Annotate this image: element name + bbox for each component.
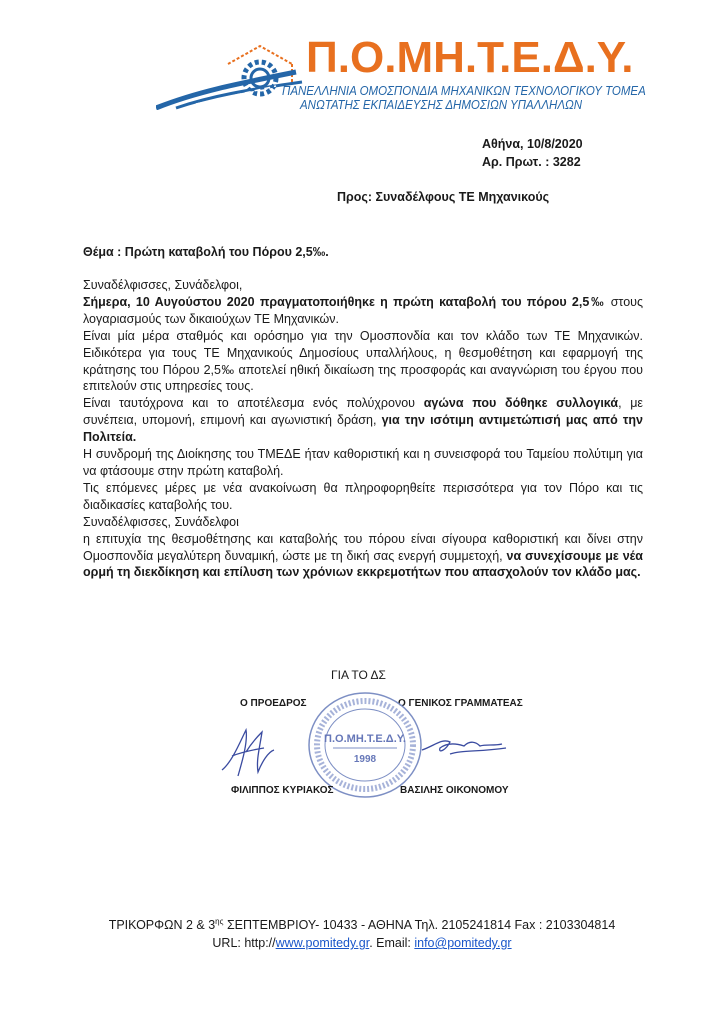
letter-body <box>83 277 643 581</box>
stamp-center-text: Π.Ο.ΜΗ.Τ.Ε.Δ.Υ. <box>324 733 406 745</box>
paragraph-3 <box>83 395 643 446</box>
footer-contacts <box>0 936 724 950</box>
logo-subtitle-line2: ΑΝΩΤΑΤΗΣ ΕΚΠΑΙΔΕΥΣΗΣ ΔΗΜΟΣΙΩΝ ΥΠΑΛΛΗΛΩΝ <box>300 98 583 112</box>
paragraph-5: Τις επόμενες μέρες με νέα ανακοίνωση θα πληροφορηθείτε περισσότερα για τον Πόρο και τις διαδικασίες καταβολής του. <box>83 480 643 512</box>
president-signature-icon <box>212 722 282 782</box>
footer-address-start: ΤΡΙΚΟΡΦΩΝ 2 & 3 <box>108 918 216 933</box>
footer-address-sup: ης <box>215 917 224 926</box>
paragraph-3-c: , με συνέπεια, υπομονή, επιμονή και αγωνιστική δράση, <box>83 396 643 428</box>
paragraph-6 <box>83 531 643 582</box>
secretary-signature-icon <box>420 728 510 768</box>
paragraph-3-d: για την ισότιμη αντιμετώπισή μας από την Πολιτεία. <box>83 413 643 445</box>
federation-logo-icon <box>156 42 306 110</box>
footer-address-end: ΣΕΠΤΕΜΒΡΙΟΥ- 10433 - ΑΘΗΝΑ Τηλ. 2105241814 Fax : 2103304814 <box>223 918 616 933</box>
footer-url-label: URL: http:// <box>212 936 276 950</box>
greeting-2: Συναδέλφισσες, Συνάδελφοι <box>83 514 239 529</box>
greeting: Συναδέλφισσες, Συνάδελφοι, <box>83 278 243 292</box>
paragraph-4: Η συνδρομή της Διοίκησης του ΤΜΕΔΕ ήταν καθοριστική και η συνεισφορά του Ταμείου πολύτιμη για να φτάσουμε στην πρώτη καταβολή. <box>83 447 643 478</box>
paragraph-6-a: η επιτυχία της θεσμοθέτησης και καταβολής του πόρου είναι σίγουρα καθοριστική και δίνει στην Ομοσπονδία μεγαλύτερη δυναμική, ώστε με τη δική σας ενεργή συμμετοχή, <box>83 531 643 563</box>
subject-line: Θέμα : Πρώτη καταβολή του Πόρου 2,5‰. <box>83 245 329 259</box>
logo-subtitle-line1: ΠΑΝΕΛΛΗΝΙΑ ΟΜΟΣΠΟΝΔΙΑ ΜΗΧΑΝΙΚΩΝ ΤΕΧΝΟΛΟΓΙΚΟΥ ΤΟΜΕΑ <box>282 84 646 98</box>
paragraph-3-b: αγώνα που δόθηκε συλλογικά <box>423 396 619 411</box>
secretary-role: Ο ΓΕΝΙΚΟΣ ΓΡΑΜΜΑΤΕΑΣ <box>398 698 523 709</box>
footer-address <box>0 917 724 932</box>
recipient-line: Προς: Συναδέλφους ΤΕ Μηχανικούς <box>337 190 550 204</box>
paragraph-1-bold: Σήμερα, 10 Αυγούστου 2020 πραγματοποιήθηκε η πρώτη καταβολή του πόρου 2,5‰ <box>83 294 606 309</box>
protocol-number: Αρ. Πρωτ. : 3282 <box>482 155 581 169</box>
paragraph-2: Είναι μία μέρα σταθμός και ορόσημο για την Ομοσπονδία και τον κλάδο των ΤΕ Μηχανικών. Ειδικότερα για τους ΤΕ Μηχανικούς Δημοσίους υπαλλήλους, η θεσμοθέτηση και εφαρμογή της κράτησης του Πόρου 2,5‰ αποτελεί ηθική δικαίωση της προσφοράς και αναγνώριση του έργου που επιτελούν στις υπηρεσίες τους. <box>83 328 643 394</box>
website-link[interactable]: www.pomitedy.gr <box>275 936 370 950</box>
paragraph-6-b: να συνεχίσουμε με νέα ορμή τη διεκδίκηση και επίλυση των χρόνιων εκκρεμοτήτων που απασχολούν τον κλάδο μας. <box>83 548 643 580</box>
president-role: Ο ΠΡΟΕΔΡΟΣ <box>240 698 307 709</box>
letter-date: Αθήνα, 10/8/2020 <box>482 137 583 151</box>
stamp-year: 1998 <box>353 754 377 765</box>
paragraph-3-a: Είναι ταυτόχρονα και το αποτέλεσμα ενός πολύχρονου <box>83 396 424 411</box>
paragraph-1 <box>83 294 643 328</box>
president-name: ΦΙΛΙΠΠΟΣ ΚΥΡΙΑΚΟΣ <box>231 785 334 796</box>
footer-email-label: . Email: <box>369 936 415 950</box>
secretary-name: ΒΑΣΙΛΗΣ ΟΙΚΟΝΟΜΟΥ <box>400 785 509 796</box>
logo-title: Π.Ο.ΜΗ.Τ.Ε.Δ.Υ. <box>306 33 634 82</box>
official-stamp-icon <box>305 690 425 800</box>
paragraph-1-rest: στους λογαριασμούς των δικαιούχων ΤΕ Μηχανικών. <box>83 294 644 326</box>
email-link[interactable]: info@pomitedy.gr <box>414 936 512 950</box>
signature-header: ΓΙΑ ΤΟ ΔΣ <box>331 668 386 682</box>
